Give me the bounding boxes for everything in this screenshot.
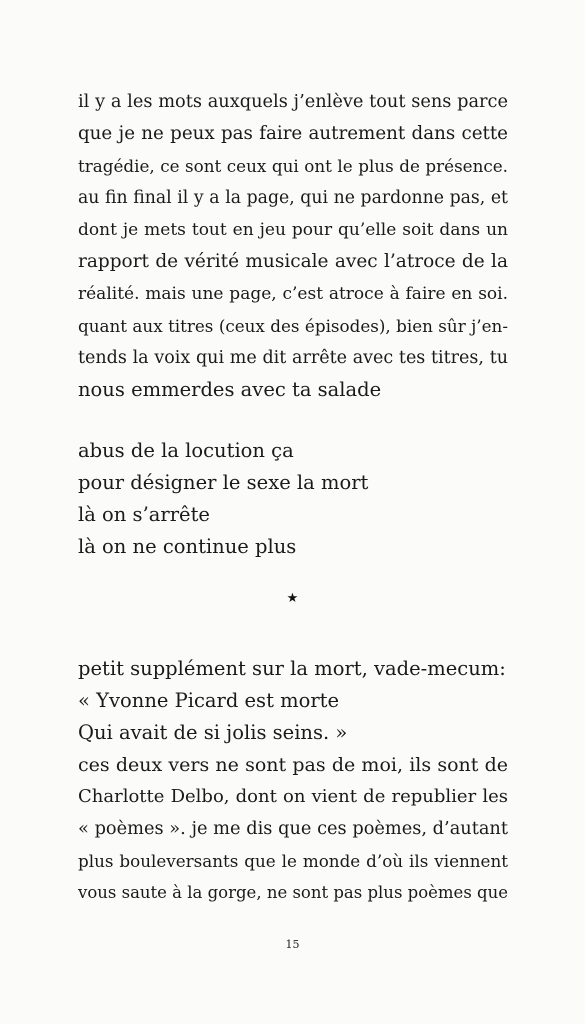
text-line: dont je mets tout en jeu pour qu’elle soit dans un <box>78 220 508 240</box>
verse-line: là on ne continue plus <box>78 535 297 558</box>
verse-line: pour désigner le sexe la mort <box>78 471 369 494</box>
text-line: ces deux vers ne sont pas de moi, ils sont de <box>78 754 508 776</box>
text-line: « poèmes ». je me dis que ces poèmes, d’autant <box>78 819 508 839</box>
text-line: réalité. mais une page, c’est atroce à faire en soi. <box>78 284 508 304</box>
text-line: au fin final il y a la page, qui ne pardonne pas, et <box>78 188 508 208</box>
poem-stanza <box>78 435 508 563</box>
text-line: rapport de vérité musicale avec l’atroce de la <box>78 251 508 272</box>
text-line: tends la voix qui me dit arrête avec tes titres, tu <box>78 348 508 368</box>
text-line: Charlotte Delbo, dont on vient de republier les <box>78 786 508 807</box>
verse-line: abus de la locution ça <box>78 439 294 462</box>
text-line: vous saute à la gorge, ne sont pas plus poèmes que <box>78 883 508 902</box>
text-line: nous emmerdes avec ta salade <box>78 378 382 401</box>
text-line: plus bouleversants que le monde d’où ils viennent <box>78 851 508 871</box>
page-number: 15 <box>285 938 300 951</box>
section-separator-star: ★ <box>286 591 299 606</box>
verse-line: là on s’arrête <box>78 503 210 526</box>
paragraph-1 <box>78 86 508 406</box>
quote-line: Qui avait de si jolis seins. » <box>78 721 348 744</box>
text-line: petit supplément sur la mort, vade-mecum: <box>78 657 506 680</box>
quote-line: « Yvonne Picard est morte <box>78 689 340 712</box>
paragraph-2 <box>78 653 508 909</box>
text-line: tragédie, ce sont ceux qui ont le plus de présence. <box>78 156 508 176</box>
text-line: quant aux titres (ceux des épisodes), bien sûr j’en- <box>78 316 508 336</box>
text-line: il y a les mots auxquels j’enlève tout sens parce <box>78 92 508 112</box>
text-line: que je ne peux pas faire autrement dans cette <box>78 123 508 144</box>
